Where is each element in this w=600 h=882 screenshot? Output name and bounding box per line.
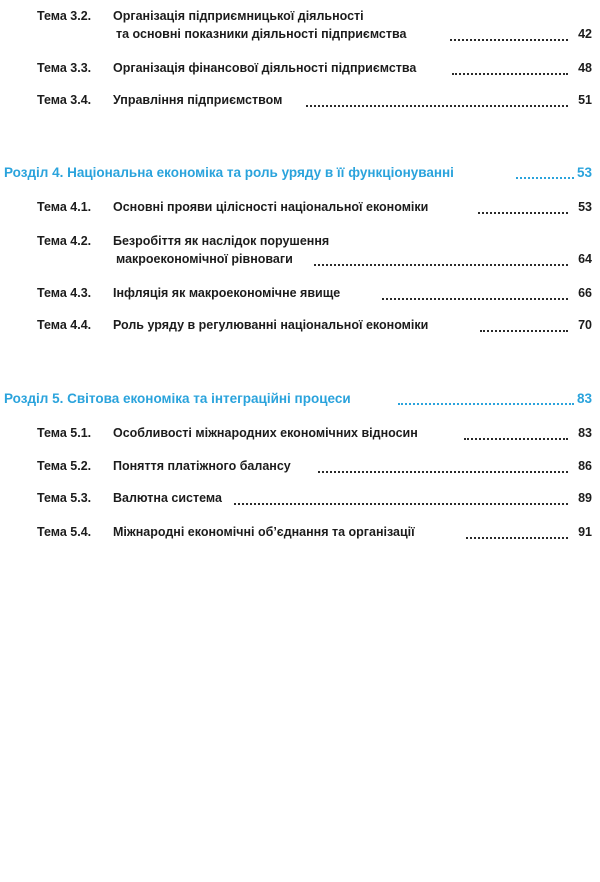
page-number: 48 [578,61,592,75]
dot-leader [314,261,568,266]
toc-entry-5-2[interactable] [0,458,600,478]
section-title: Розділ 5. Світова економіка та інтеграційні процеси [4,391,351,406]
page-number: 70 [578,318,592,332]
dot-leader [452,70,568,75]
topic-title: Основні прояви цілісності національної економіки [113,200,429,214]
topic-title-line2: макроекономічної рівноваги [116,252,293,266]
topic-title: Валютна система [113,491,222,505]
dot-leader [382,295,568,300]
page-number: 53 [578,200,592,214]
toc-entry-3-4[interactable] [0,92,600,112]
dot-leader [306,102,568,107]
toc-entry-5-1[interactable] [0,425,600,445]
topic-title-line1: Безробіття як наслідок порушення [113,234,330,248]
topic-label: Тема 3.2. [37,9,92,23]
toc-entry-5-3[interactable] [0,490,600,510]
topic-title: Організація фінансової діяльності підприємства [113,61,417,75]
toc-entry-3-2[interactable] [0,8,600,48]
topic-label: Тема 4.3. [37,286,92,300]
toc-entry-4-3[interactable] [0,285,600,305]
toc-entry-3-3[interactable] [0,60,600,80]
section-page-number: 53 [576,165,592,180]
page-number: 42 [578,27,592,41]
dot-leader [516,174,574,179]
toc-entry-4-2[interactable] [0,233,600,273]
dot-leader [480,327,568,332]
section-heading-5[interactable] [0,390,600,410]
topic-title: Роль уряду в регулюванні національної економіки [113,318,429,332]
topic-label: Тема 5.2. [37,459,92,473]
topic-label: Тема 5.1. [37,426,92,440]
topic-label: Тема 4.1. [37,200,92,214]
page-number: 51 [578,93,592,107]
toc-entry-4-4[interactable] [0,317,600,337]
page-number: 86 [578,459,592,473]
dot-leader [464,435,568,440]
topic-title: Інфляція як макроекономічне явище [113,286,341,300]
dot-leader [234,500,568,505]
page-number: 83 [578,426,592,440]
topic-title: Управління підприємством [113,93,283,107]
topic-title: Особливості міжнародних економічних відносин [113,426,418,440]
dot-leader [478,209,568,214]
page-number: 66 [578,286,592,300]
page-number: 89 [578,491,592,505]
dot-leader [398,400,574,405]
topic-title: Міжнародні економічні об’єднання та організації [113,525,415,539]
section-page-number: 83 [576,391,592,406]
topic-label: Тема 5.3. [37,491,92,505]
topic-label: Тема 4.2. [37,234,92,248]
topic-label: Тема 3.3. [37,61,92,75]
topic-title: Поняття платіжного балансу [113,459,291,473]
section-heading-4[interactable] [0,164,600,184]
dot-leader [466,534,568,539]
page-number: 64 [578,252,592,266]
topic-label: Тема 3.4. [37,93,92,107]
page-number: 91 [578,525,592,539]
dot-leader [450,36,568,41]
topic-title-line2: та основні показники діяльності підприємства [116,27,407,41]
toc-entry-4-1[interactable] [0,199,600,219]
topic-label: Тема 4.4. [37,318,92,332]
topic-title-line1: Організація підприємницької діяльності [113,9,364,23]
dot-leader [318,468,568,473]
topic-label: Тема 5.4. [37,525,92,539]
toc-entry-5-4[interactable] [0,524,600,544]
section-title: Розділ 4. Національна економіка та роль уряду в її функціонуванні [4,165,454,180]
